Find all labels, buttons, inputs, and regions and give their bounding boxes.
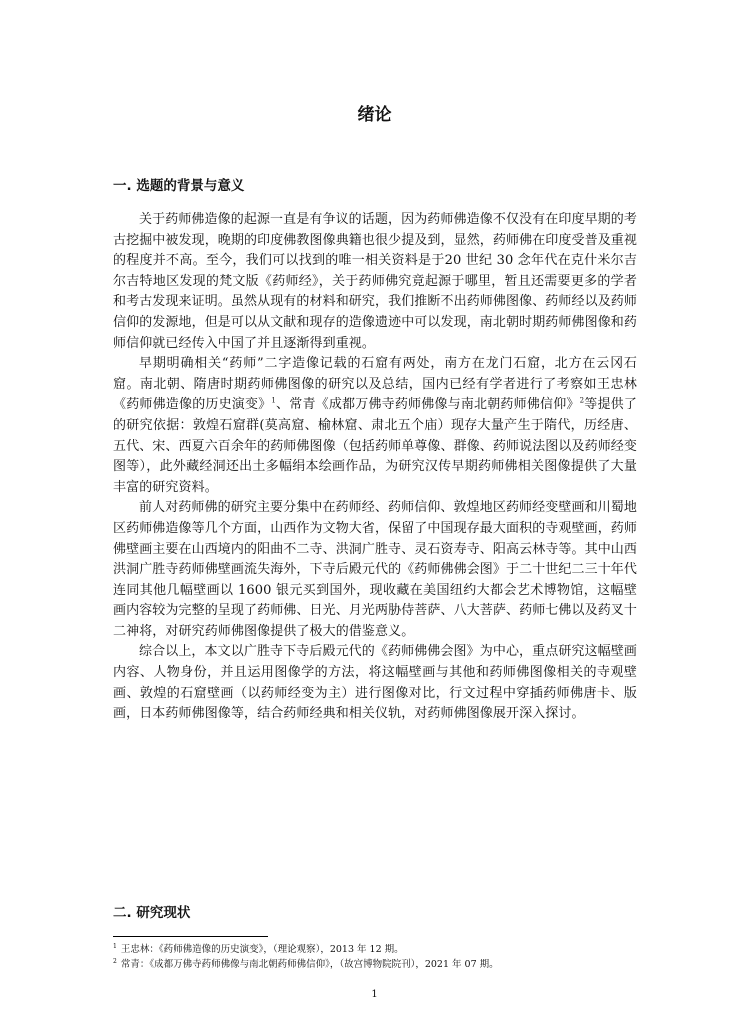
paragraph-text: 、常青《成都万佛寺药师佛像与南北朝药师佛信仰》 (275, 397, 580, 413)
paragraph-1 (113, 210, 637, 354)
footnote-divider (113, 936, 268, 937)
paragraph-2 (113, 354, 637, 498)
section-heading-research-status: 二. 研究现状 (113, 905, 191, 921)
footnotes (113, 942, 637, 972)
footnote-text: 常青：《成都万佛寺药师佛像与南北朝药师佛信仰》，（故宫博物院院刊），2021 年 07 期。 (120, 959, 499, 970)
paragraph-text: 综合以上，本文以广胜寺下寺后殿元代的《药师佛佛会图》为中心，重点研究这幅壁画内容、人物身份，并且运用图像学的方法，将这幅壁画与其他和药师佛图像相关的寺观壁画、敦煌的石窟壁画（以药师经变为主）进行图像对比，行文过程中穿插药师佛唐卡、版画，日本药师佛图像等，结合药师经典和相关仪轨，对药师佛图像展开深入探讨。 (113, 644, 637, 722)
footnote-ref[interactable]: 1 (271, 397, 276, 406)
footnote-text: 王忠林：《药师佛造像的历史演变》，（理论观察），2013 年 12 期。 (120, 944, 404, 955)
footnote-mark: 1 (113, 942, 117, 950)
paragraph-text: 早期明确相关“药师”二字造像记载的石窟有两处，南方在龙门石窟，北方在云冈石窟。南北朝、隋唐时期药师佛图像的研究以及总结，国内已经有学者进行了考察如王忠林《药师佛造像的历史演变》 (113, 356, 637, 413)
paragraph-text: 等提供了的研究依据：敦煌石窟群(莫高窟、榆林窟、肃北五个庙）现存大量产生于隋代，历经唐、五代、宋、西夏六百余年的药师佛图像（包括药师单尊像、群像、药师说法图以及药师经变图等），此外藏经洞还出土多幅绢本绘画作品，为研究汉传早期药师佛相关图像提供了大量丰富的研究资料。 (113, 397, 638, 495)
footnote-mark: 2 (113, 957, 117, 965)
page-title: 绪论 (357, 105, 392, 125)
section-body (113, 210, 637, 725)
paragraph-4 (113, 642, 637, 724)
paragraph-3 (113, 498, 637, 642)
footnote-item (113, 957, 637, 972)
footnote-item (113, 942, 637, 957)
page-number: 1 (371, 989, 378, 1000)
footnote-ref[interactable]: 2 (579, 397, 585, 406)
paragraph-text: 前人对药师佛的研究主要分集中在药师经、药师信仰、敦煌地区药师经变壁画和川蜀地区药师佛造像等几个方面，山西作为文物大省，保留了中国现存最大面积的寺观壁画，药师佛壁画主要在山西境内的阳曲不二寺、洪洞广胜寺、灵石资寿寺、阳高云林寺等。其中山西洪洞广胜寺药师佛壁画流失海外，下寺后殿元代的《药师佛佛会图》于二十世纪二三十年代连同其他几幅壁画以 1600 银元买到国外，现收藏在美国纽约大都会艺术博物馆，这幅壁画内容较为完整的呈现了药师佛、日光、月光两胁侍菩萨、八大菩萨、药师七佛以及药叉十二神将，对研究药师佛图像提供了极大的借鉴意义。 (113, 500, 638, 639)
paragraph-text: 关于药师佛造像的起源一直是有争议的话题，因为药师佛造像不仅没有在印度早期的考古挖掘中被发现，晚期的印度佛教图像典籍也很少提及到，显然，药师佛在印度受普及重视的程度并不高。至今，我们可以找到的唯一相关资料是于20 世纪 30 念年代在克什米尔吉尔吉特地区发现的梵文版《药师经》，关于药师佛究竟起源于哪里，暂且还需要更多的学者和考古发现来证明。虽然从现有的材料和研究，我们推断不出药师佛图像、药师经以及药师信仰的发源地，但是可以从文献和现存的造像遗迹中可以发现，南北朝时期药师佛图像和药师信仰就已经传入中国了并且逐渐得到重视。 (113, 212, 638, 351)
section-heading-background: 一. 选题的背景与意义 (113, 178, 245, 194)
